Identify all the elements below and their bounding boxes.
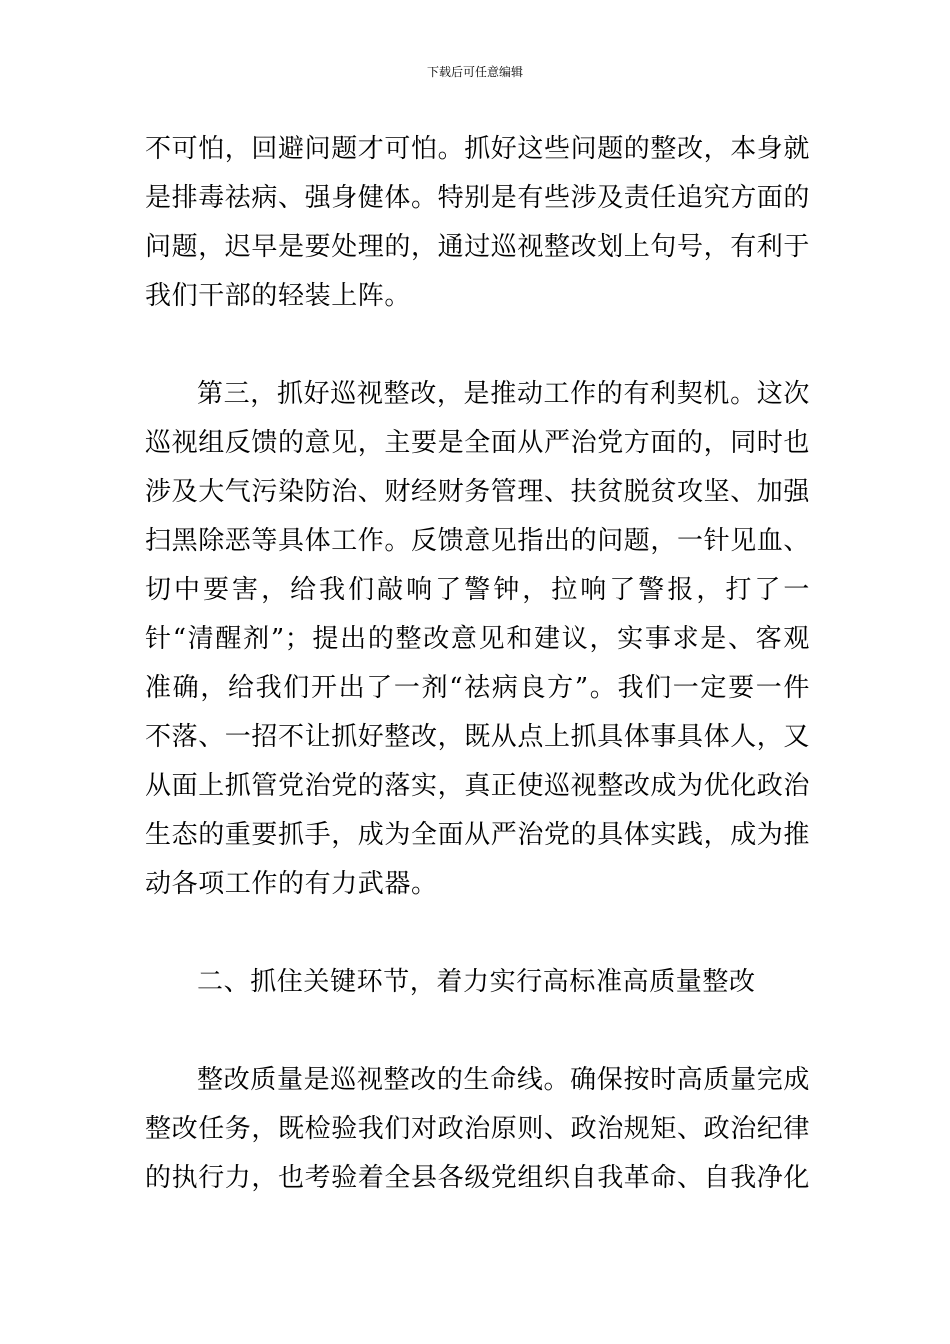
page-header: 下载后可任意编辑 <box>426 65 523 79</box>
paragraph-third-point: 第三，抓好巡视整改，是推动工作的有利契机。这次巡视组反馈的意见，主要是全面从严治党方面的，同时也涉及大气污染防治、财经财务管理、扶贫脱贫攻坚、加强扫黑除恶等具体工作。反馈意见指出的问题，一针见血、切中要害，给我们敲响了警钟，拉响了警报，打了一针“清醒剂”；提出的整改意见和建议，实事求是、客观准确，给我们开出了一剂“祛病良方”。我们一定要一件不落、一招不让抓好整改，既从点上抓具体事具体人，又从面上抓管党治党的落实，真正使巡视整改成为优化政治生态的重要抓手，成为全面从严治党的具体实践，成为推动各项工作的有力武器。 <box>145 379 811 899</box>
section-heading: 二、抓住关键环节，着力实行高标准高质量整改 <box>197 967 756 997</box>
paragraph-continuation: 不可怕，回避问题才可怕。抓好这些问题的整改，本身就是排毒祛病、强身健体。特别是有些涉及责任追究方面的问题，迟早是要处理的，通过巡视整改划上句号，有利于我们干部的轻装上阵。 <box>145 134 811 311</box>
document-body <box>145 125 810 1203</box>
paragraph-quality: 整改质量是巡视整改的生命线。确保按时高质量完成整改任务，既检验我们对政治原则、政治规矩、政治纪律的执行力，也考验着全县各级党组织自我革命、自我净化 <box>145 1065 811 1193</box>
